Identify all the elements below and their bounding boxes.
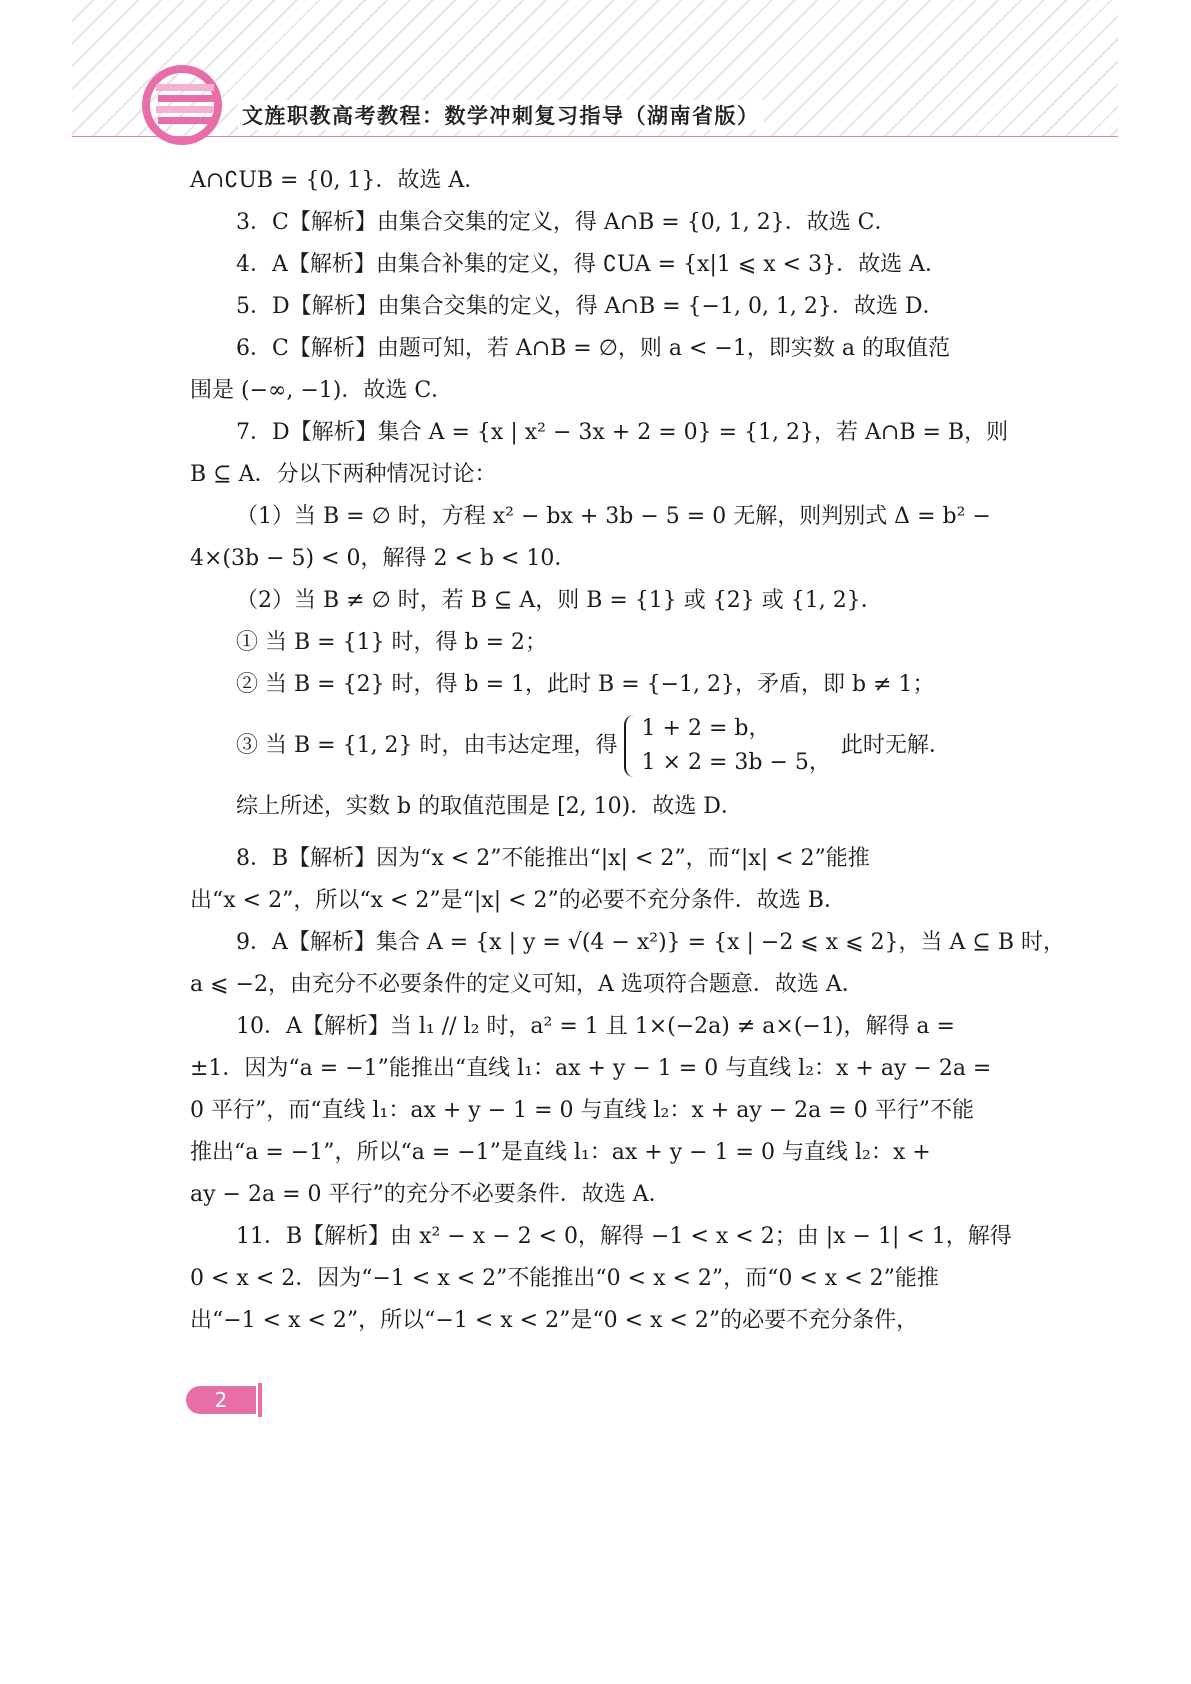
answer-6: 6．C【解析】由题可知，若 A∩B = ∅，则 a < −1，即实数 a 的取值范 — [236, 336, 950, 361]
brace-symbol — [624, 715, 640, 777]
subcase-3-text: ③ 当 B = {1, 2} 时，由韦达定理，得 — [236, 733, 618, 758]
text-line: ay − 2a = 0 平行”的充分不必要条件．故选 A． — [190, 1182, 671, 1207]
no-solution-text: 此时无解． — [840, 733, 951, 758]
answer-10: 10．A【解析】当 l₁ // l₂ 时，a² = 1 且 1×(−2a) ≠ a×(−1)，解得 a = — [236, 1014, 955, 1039]
answer-5: 5．D【解析】由集合交集的定义，得 A∩B = {−1, 0, 1, 2}．故选 D． — [236, 294, 945, 319]
subcase-2: ② 当 B = {2} 时，得 b = 1，此时 B = {−1, 2}，矛盾，即 b ≠ 1； — [236, 672, 935, 697]
equation-system — [642, 712, 831, 780]
text-line: a ⩽ −2，由充分不必要条件的定义可知，A 选项符合题意．故选 A． — [190, 972, 864, 997]
case-1: （1）当 B = ∅ 时，方程 x² − bx + 3b − 5 = 0 无解，则判别式 Δ = b² − — [236, 504, 991, 529]
page-number-bar — [258, 1383, 262, 1417]
answer-8: 8．B【解析】因为“x < 2”不能推出“|x| < 2”，而“|x| < 2”能推 — [236, 846, 870, 871]
book-stack-logo — [140, 64, 224, 150]
book-title: 文旌职教高考教程：数学冲刺复习指导（湖南省版） — [238, 100, 764, 130]
text-line: 4×(3b − 5) < 0，解得 2 < b < 10． — [190, 546, 577, 571]
answer-7: 7．D【解析】集合 A = {x | x² − 3x + 2 = 0} = {1, 2}，若 A∩B = B，则 — [236, 420, 1009, 445]
text-line: 0 < x < 2．因为“−1 < x < 2”不能推出“0 < x < 2”，而“0 < x < 2”能推 — [190, 1266, 939, 1291]
text-line: 出“−1 < x < 2”，所以“−1 < x < 2”是“0 < x < 2”的必要不充分条件， — [190, 1308, 919, 1333]
text-line: 0 平行”，而“直线 l₁：ax + y − 1 = 0 与直线 l₂：x + ay − 2a = 0 平行”不能 — [190, 1098, 974, 1123]
equation-2: 1 × 2 = 3b − 5， — [641, 750, 831, 775]
text-line: A∩∁UB = {0, 1}．故选 A． — [190, 168, 487, 193]
text-line: B ⊆ A．分以下两种情况讨论： — [190, 462, 497, 487]
text-line: 出“x < 2”，所以“x < 2”是“|x| < 2”的必要不充分条件．故选 B． — [190, 888, 846, 913]
text-line: 推出“a = −1”，所以“a = −1”是直线 l₁：ax + y − 1 = 0 与直线 l₂：x + — [190, 1140, 931, 1165]
answer-3: 3．C【解析】由集合交集的定义，得 A∩B = {0, 1, 2}．故选 C． — [236, 210, 897, 235]
case-2: （2）当 B ≠ ∅ 时，若 B ⊆ A，则 B = {1} 或 {2} 或 {1, 2}． — [236, 588, 883, 613]
header-rule — [72, 136, 1118, 137]
answer-4: 4．A【解析】由集合补集的定义，得 ∁UA = {x|1 ⩽ x < 3}．故选 A． — [236, 252, 947, 277]
answer-11: 11．B【解析】由 x² − x − 2 < 0，解得 −1 < x < 2；由 |x − 1| < 1，解得 — [236, 1224, 1012, 1249]
page-number: 2 — [214, 1388, 228, 1412]
conclusion: 综上所述，实数 b 的取值范围是 [2, 10)．故选 D． — [236, 794, 743, 819]
answer-9: 9．A【解析】集合 A = {x | y = √(4 − x²)} = {x | −2 ⩽ x ⩽ 2}，当 A ⊆ B 时， — [236, 930, 1066, 955]
subcase-1: ① 当 B = {1} 时，得 b = 2； — [236, 630, 548, 655]
solution-text — [190, 160, 1066, 1342]
equation-1: 1 + 2 = b， — [641, 716, 771, 741]
subcase-3 — [190, 706, 988, 786]
text-line: ±1．因为“a = −1”能推出“直线 l₁：ax + y − 1 = 0 与直线 l₂：x + ay − 2a = — [190, 1056, 992, 1081]
text-line: 围是 (−∞, −1)．故选 C． — [190, 378, 454, 403]
